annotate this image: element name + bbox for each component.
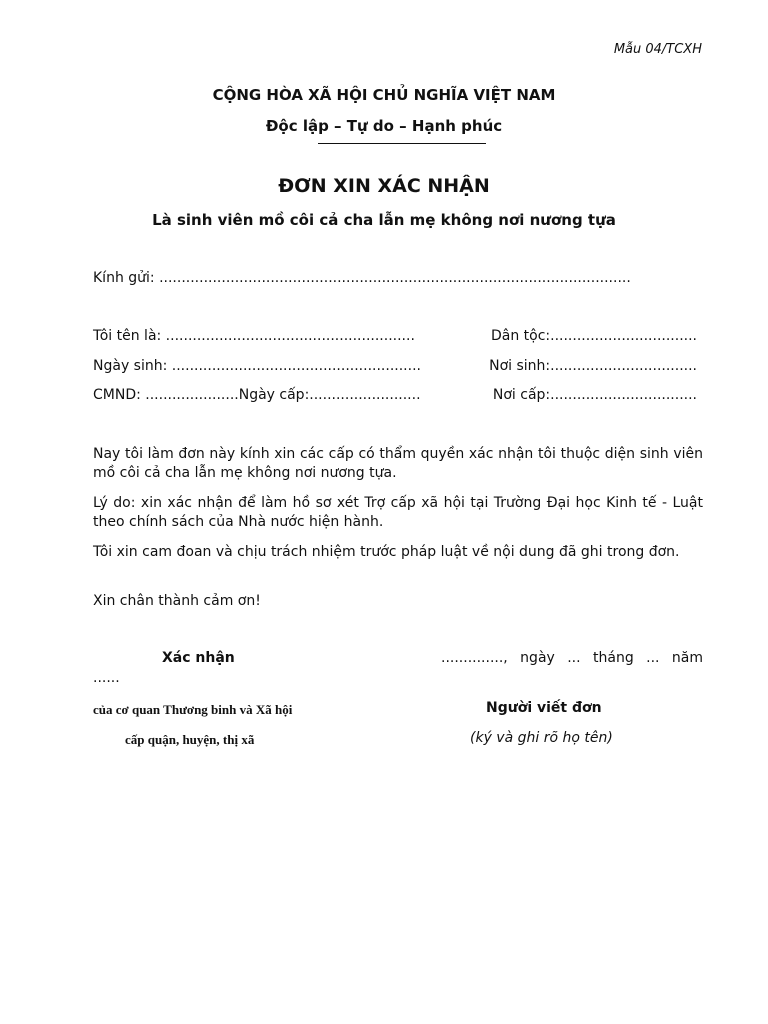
reason-paragraph: Lý do: xin xác nhận để làm hồ sơ xét Trợ cấp xã hội tại Trường Đại học Kinh tế - Luật theo chính sách của Nhà nước hiện hành.	[93, 495, 703, 530]
writer-label: Người viết đơn	[486, 700, 602, 716]
motto-underline	[318, 143, 486, 144]
name-field: Tôi tên là: ........................................................	[93, 328, 415, 344]
form-code: Mẫu 04/TCXH	[613, 42, 702, 57]
document-subtitle: Là sinh viên mồ côi cả cha lẫn mẹ không nơi nương tựa	[152, 211, 616, 229]
dob-field: Ngày sinh: ........................................................	[93, 358, 421, 374]
request-paragraph: Nay tôi làm đơn này kính xin các cấp có thẩm quyền xác nhận tôi thuộc diện sinh viên mồ côi cả cha lẫn mẹ không nơi nương tựa.	[93, 446, 703, 481]
commitment-paragraph: Tôi xin cam đoan và chịu trách nhiệm trước pháp luật về nội dung đã ghi trong đơn.	[93, 544, 680, 560]
id-number-field: CMND: .....................Ngày cấp:.........................	[93, 387, 421, 403]
agency-line-1: của cơ quan Thương binh và Xã hội	[93, 702, 293, 717]
dob-birthplace-row	[93, 358, 697, 374]
ethnicity-field: Dân tộc:.................................	[490, 328, 697, 344]
confirm-heading: Xác nhận	[162, 650, 235, 666]
id-issue-row	[93, 387, 697, 403]
motto-heading: Độc lập – Tự do – Hạnh phúc	[265, 117, 503, 135]
nation-heading: CỘNG HÒA XÃ HỘI CHỦ NGHĨA VIỆT NAM	[212, 86, 556, 104]
issue-place-field: Nơi cấp:.................................	[492, 387, 697, 403]
date-line-continuation: ......	[93, 670, 120, 686]
thanks-paragraph: Xin chân thành cảm ơn!	[93, 593, 261, 609]
writer-note: (ký và ghi rõ họ tên)	[470, 730, 613, 746]
name-ethnicity-row	[93, 328, 697, 344]
date-line: .............., ngày ... tháng ... năm	[441, 650, 703, 666]
recipient-line: Kính gửi: ..........................................................................................................	[93, 270, 631, 286]
agency-line-2: cấp quận, huyện, thị xã	[125, 732, 255, 747]
document-title: ĐƠN XIN XÁC NHẬN	[278, 175, 490, 197]
birthplace-field: Nơi sinh:.................................	[489, 358, 697, 374]
